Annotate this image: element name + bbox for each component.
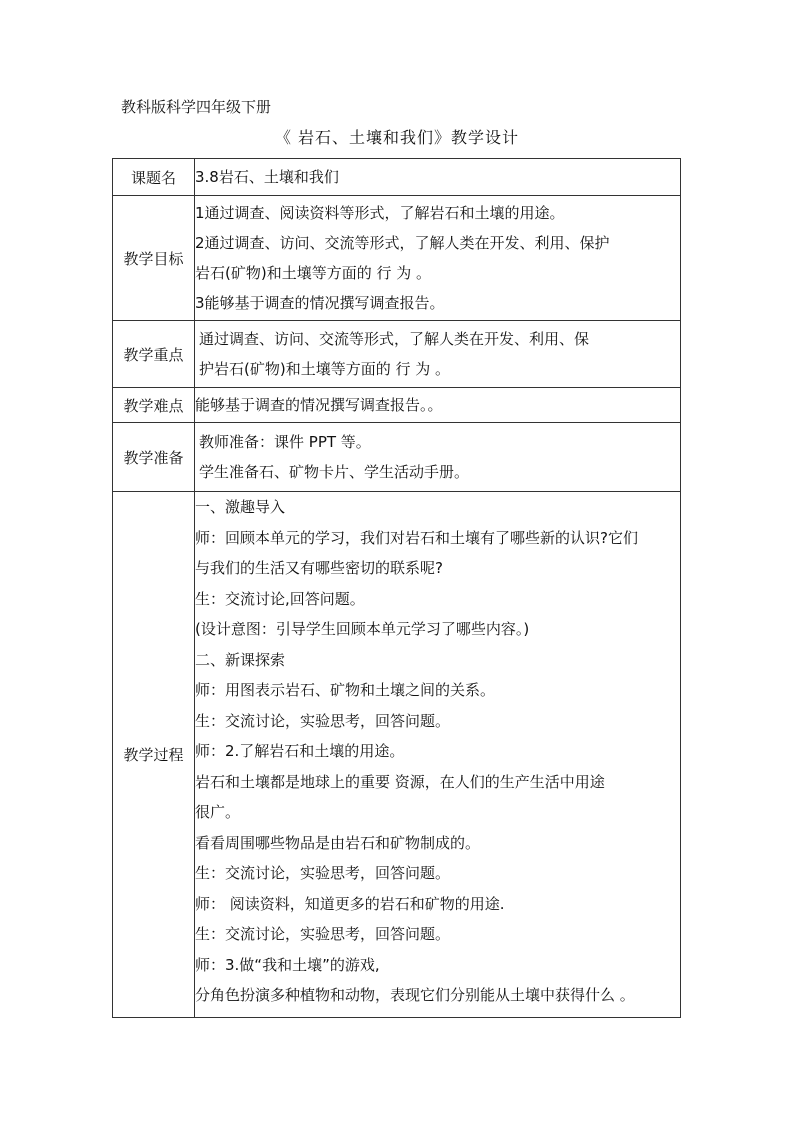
document-title: 《 岩石、土壤和我们》教学设计	[274, 128, 520, 147]
goal-line: 岩石(矿物)和土壤等方面的 行 为 。	[195, 264, 432, 282]
key-point-line: 护岩石(矿物)和土壤等方面的 行 为 。	[199, 360, 451, 378]
goal-line: 2通过调查、访问、交流等形式，了解人类在开发、利用、保护	[195, 234, 610, 252]
topic-value: 3.8岩石、土壤和我们	[195, 159, 681, 196]
row-key-points	[113, 321, 681, 388]
process-line: 二、新课探索	[195, 650, 286, 669]
process-line: 师：回顾本单元的学习，我们对岩石和土壤有了哪些新的认识?它们	[195, 528, 638, 547]
key-point-line: 通过调查、访问、交流等形式，了解人类在开发、利用、保	[199, 330, 590, 348]
row-goals	[113, 196, 681, 321]
preparation-content	[195, 423, 681, 492]
preparation-line: 教师准备：课件 PPT 等。	[199, 433, 371, 451]
textbook-edition: 教科版科学四年级下册	[121, 98, 272, 116]
row-preparation	[113, 423, 681, 492]
process-line: 师：3.做“我和土壤”的游戏,	[195, 955, 380, 974]
process-line: 很广。	[195, 803, 241, 821]
process-line: 与我们的生活又有哪些密切的联系呢?	[195, 559, 443, 577]
row-topic	[113, 159, 681, 196]
process-line: 生：交流讨论，实验思考，回答问题。	[195, 864, 451, 882]
key-points-content	[195, 321, 681, 388]
difficulties-value: 能够基于调查的情况撰写调查报告。。	[195, 388, 681, 423]
process-line: 岩石和土壤都是地球上的重要 资源，在人们的生产生活中用途	[195, 772, 605, 791]
difficulties-label: 教学难点	[113, 388, 195, 423]
preparation-label: 教学准备	[113, 423, 195, 492]
process-content	[195, 492, 681, 1018]
goals-label: 教学目标	[113, 196, 195, 321]
process-line: 生：交流讨论,回答问题。	[195, 589, 365, 608]
goals-content	[195, 196, 681, 321]
lesson-plan-table	[112, 158, 681, 1018]
process-line: 看看周围哪些物品是由岩石和矿物制成的。	[195, 833, 481, 852]
process-line: 生：交流讨论，实验思考，回答问题。	[195, 711, 451, 730]
preparation-line: 学生准备石、矿物卡片、学生活动手册。	[199, 463, 470, 481]
process-line: (设计意图：引导学生回顾本单元学习了哪些内容。)	[195, 620, 530, 638]
process-line: 生：交流讨论，实验思考，回答问题。	[195, 925, 451, 943]
topic-label: 课题名	[113, 159, 195, 196]
row-process	[113, 492, 681, 1018]
row-difficulties	[113, 388, 681, 423]
process-line: 分角色扮演多种植物和动物，表现它们分别能从土壤中获得什么 。	[195, 986, 635, 1004]
process-line: 师：2.了解岩石和土壤的用途。	[195, 742, 405, 760]
key-points-label: 教学重点	[113, 321, 195, 388]
goal-line: 1通过调查、阅读资料等形式，了解岩石和土壤的用途。	[195, 204, 565, 222]
process-label: 教学过程	[113, 492, 195, 1018]
process-line: 师：用图表示岩石、矿物和土壤之间的关系。	[195, 681, 496, 699]
goal-line: 3能够基于调查的情况撰写调查报告。	[195, 294, 445, 312]
process-line: 师： 阅读资料，知道更多的岩石和矿物的用途.	[195, 894, 505, 913]
process-line: 一、激趣导入	[195, 498, 286, 516]
